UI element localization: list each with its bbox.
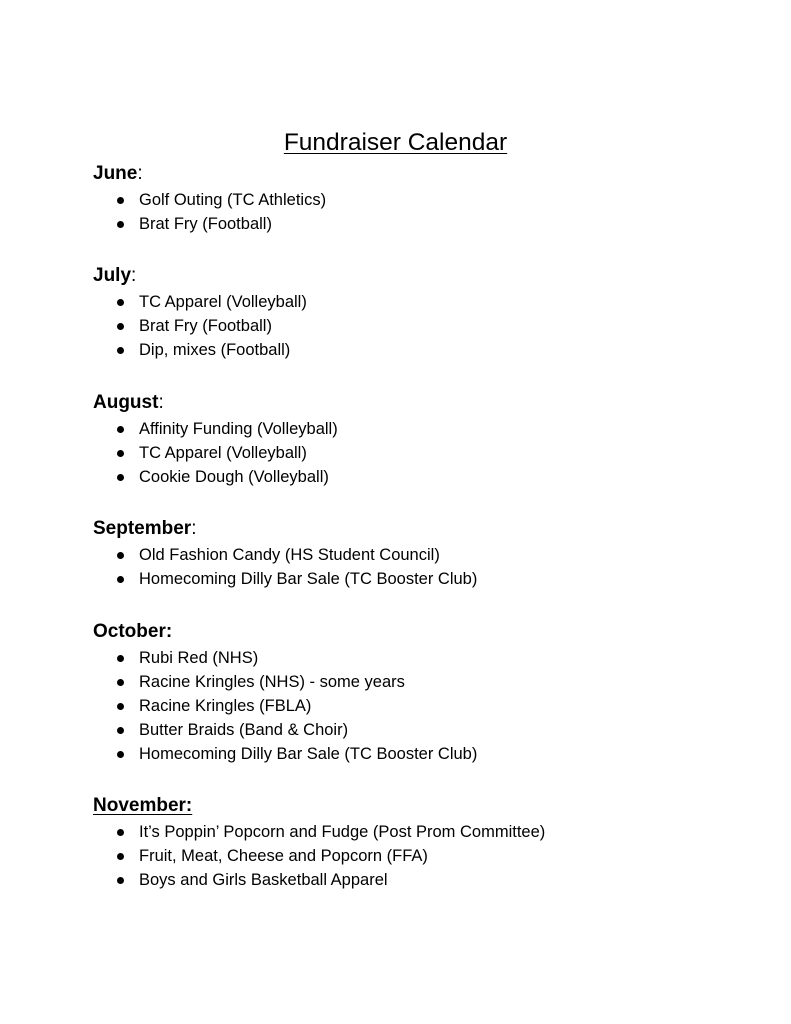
bullet-icon	[117, 552, 124, 559]
month-name: October	[93, 621, 166, 642]
month-colon: :	[191, 518, 197, 539]
list-item	[93, 188, 733, 212]
month-name: September	[93, 518, 192, 539]
list-item-text: TC Apparel (Volleyball)	[139, 444, 307, 462]
fundraiser-list	[93, 290, 733, 362]
bullet-icon	[117, 727, 124, 734]
list-item-text: Brat Fry (Football)	[139, 215, 272, 233]
list-item	[93, 212, 733, 236]
month-section-november	[93, 794, 733, 892]
list-item-text: Affinity Funding (Volleyball)	[139, 420, 338, 438]
list-item	[93, 465, 733, 489]
list-item	[93, 567, 733, 591]
list-item-text: TC Apparel (Volleyball)	[139, 293, 307, 311]
list-item-text: Racine Kringles (FBLA)	[139, 697, 312, 715]
month-colon: :	[185, 795, 193, 816]
month-colon: :	[137, 163, 143, 184]
list-item-text: Fruit, Meat, Cheese and Popcorn (FFA)	[139, 847, 428, 865]
page-title	[0, 127, 791, 159]
month-heading-september	[93, 517, 733, 541]
list-item	[93, 844, 733, 868]
list-item	[93, 543, 733, 567]
bullet-icon	[117, 679, 124, 686]
list-item	[93, 868, 733, 892]
month-heading-october	[93, 620, 733, 644]
fundraiser-list	[93, 820, 733, 892]
list-item	[93, 417, 733, 441]
month-section-august	[93, 391, 733, 489]
list-item	[93, 441, 733, 465]
list-item	[93, 314, 733, 338]
bullet-icon	[117, 474, 124, 481]
month-heading-july	[93, 264, 733, 288]
fundraiser-list	[93, 543, 733, 591]
list-item	[93, 670, 733, 694]
list-item-text: Golf Outing (TC Athletics)	[139, 191, 327, 209]
month-heading-june	[93, 162, 733, 186]
list-item	[93, 646, 733, 670]
bullet-icon	[117, 323, 124, 330]
list-item	[93, 718, 733, 742]
fundraiser-list	[93, 646, 733, 766]
month-heading-august	[93, 391, 733, 415]
month-name: June	[93, 163, 138, 184]
month-section-october	[93, 620, 733, 766]
list-item-text: Boys and Girls Basketball Apparel	[139, 871, 388, 889]
list-item-text: Homecoming Dilly Bar Sale (TC Booster Club)	[139, 745, 478, 763]
list-item-text: Brat Fry (Football)	[139, 317, 272, 335]
list-item	[93, 820, 733, 844]
list-item-text: Racine Kringles (NHS) - some years	[139, 673, 405, 691]
month-name: November	[93, 795, 186, 816]
bullet-icon	[117, 655, 124, 662]
list-item	[93, 694, 733, 718]
list-item-text: Rubi Red (NHS)	[139, 649, 259, 667]
month-colon: :	[165, 621, 173, 642]
bullet-icon	[117, 221, 124, 228]
month-name: July	[93, 265, 132, 286]
list-item	[93, 742, 733, 766]
list-item-text: Homecoming Dilly Bar Sale (TC Booster Club)	[139, 570, 478, 588]
bullet-icon	[117, 853, 124, 860]
fundraiser-list	[93, 188, 733, 236]
fundraiser-list	[93, 417, 733, 489]
month-name: August	[93, 392, 159, 413]
bullet-icon	[117, 576, 124, 583]
bullet-icon	[117, 829, 124, 836]
month-section-september	[93, 517, 733, 591]
month-section-july	[93, 264, 733, 362]
month-colon: :	[158, 392, 164, 413]
bullet-icon	[117, 426, 124, 433]
list-item-text: Old Fashion Candy (HS Student Council)	[139, 546, 440, 564]
list-item-text: Dip, mixes (Football)	[139, 341, 291, 359]
bullet-icon	[117, 450, 124, 457]
month-heading-november	[93, 794, 733, 818]
bullet-icon	[117, 299, 124, 306]
bullet-icon	[117, 703, 124, 710]
bullet-icon	[117, 751, 124, 758]
month-colon: :	[131, 265, 137, 286]
bullet-icon	[117, 877, 124, 884]
list-item	[93, 290, 733, 314]
page-title-text: Fundraiser Calendar	[283, 129, 508, 156]
list-item-text: Cookie Dough (Volleyball)	[139, 468, 329, 486]
list-item	[93, 338, 733, 362]
list-item-text: It’s Poppin’ Popcorn and Fudge (Post Prom Committee)	[139, 823, 546, 841]
month-section-june	[93, 162, 733, 236]
bullet-icon	[117, 347, 124, 354]
bullet-icon	[117, 197, 124, 204]
list-item-text: Butter Braids (Band & Choir)	[139, 721, 349, 739]
